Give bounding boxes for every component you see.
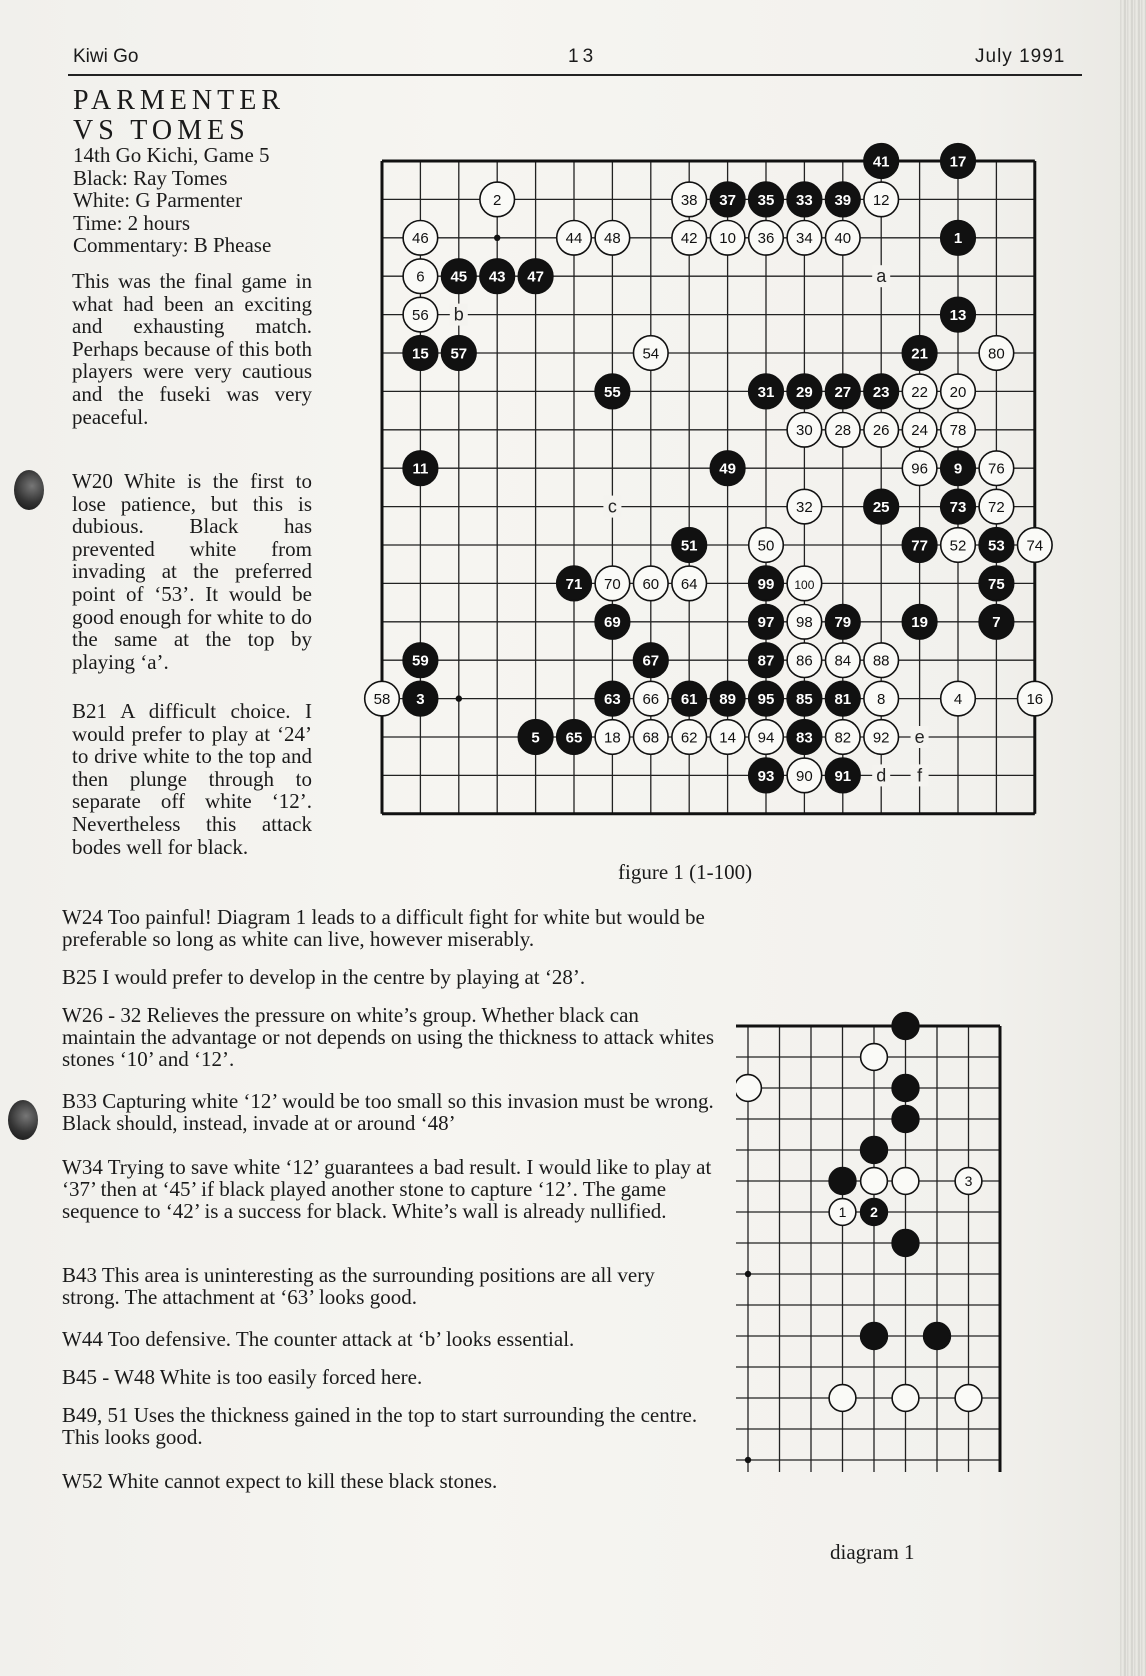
title-line-1: PARMENTER — [73, 85, 286, 116]
white-stone — [892, 1385, 919, 1412]
move-number: 90 — [796, 767, 813, 785]
comment-w34: W34 Trying to save white ‘12’ guarantees a bad result. I would like to play at ‘37’ then at ‘45’ if black played another stone to capture ‘12’. The game sequence to ‘42’ is a success for black. White’s wall is already nullified. — [62, 1155, 712, 1223]
comment-b49-51: B49, 51 Uses the thickness gained in the top to start surrounding the centre. This looks good. — [62, 1403, 698, 1449]
move-number: 25 — [872, 499, 890, 516]
comment-b25: B25 I would prefer to develop in the centre by playing at ‘28’. — [62, 965, 586, 989]
point-label-c: c — [607, 496, 617, 517]
black-stone — [892, 1075, 919, 1102]
move-number: 61 — [680, 691, 698, 708]
hoshi-point — [494, 235, 500, 241]
move-number: 2 — [493, 191, 502, 209]
move-number: 70 — [604, 575, 621, 593]
move-number: 69 — [604, 614, 621, 632]
point-label-d: d — [876, 765, 887, 786]
time-line: Time: 2 hours — [73, 210, 191, 235]
comment-b45-w48: B45 - W48 White is too easily forced here. — [62, 1365, 423, 1389]
header-publication: Kiwi Go — [73, 46, 139, 67]
move-number: 93 — [757, 767, 775, 785]
comment-b21: B21 A difficult choice. I would prefer to play at ‘24’ to drive white to the top and then plunge through to separate off white ‘12’. Nevertheless this attack bodes well for black. — [72, 699, 312, 859]
move-number: 14 — [719, 729, 736, 747]
move-number: 51 — [680, 537, 698, 555]
move-number: 58 — [373, 691, 391, 708]
move-number: 9 — [953, 460, 963, 478]
move-number: 10 — [719, 230, 736, 248]
move-number: 22 — [911, 383, 928, 401]
move-number: 89 — [719, 691, 736, 708]
move-number: 40 — [834, 230, 852, 248]
move-number: 3 — [964, 1173, 973, 1190]
diagram-1-go-board — [736, 996, 1038, 1496]
move-number: 18 — [604, 729, 621, 747]
move-number: 4 — [953, 691, 963, 708]
move-number: 91 — [834, 767, 852, 785]
move-number: 36 — [757, 230, 775, 248]
move-number: 68 — [642, 729, 660, 747]
move-number: 59 — [412, 652, 429, 670]
black-stone — [861, 1137, 888, 1164]
comment-b33: B33 Capturing white ‘12’ would be too small so this invasion must be wrong. Black should, instead, invade at or around ‘48’ — [62, 1089, 714, 1135]
move-number: 42 — [680, 230, 698, 248]
move-number: 49 — [719, 460, 736, 478]
black-stone — [892, 1106, 919, 1133]
move-number: 74 — [1026, 537, 1044, 555]
move-number: 87 — [757, 652, 775, 670]
move-number: 2 — [870, 1204, 878, 1221]
black-stone — [892, 1230, 919, 1257]
point-label-e: e — [914, 727, 925, 747]
comment-w52: W52 White cannot expect to kill these black stones. — [62, 1469, 498, 1493]
white-stone — [829, 1385, 856, 1412]
move-number: 13 — [949, 307, 967, 324]
move-number: 92 — [872, 729, 890, 747]
move-number: 6 — [416, 268, 425, 286]
figure-1-caption: figure 1 (1-100) — [618, 860, 753, 884]
move-number: 48 — [604, 230, 621, 248]
article-title — [73, 86, 285, 146]
move-number: 56 — [412, 307, 429, 324]
page-edge — [1120, 0, 1146, 1676]
move-number: 28 — [834, 422, 852, 440]
move-number: 27 — [834, 383, 852, 401]
move-number: 54 — [642, 345, 660, 363]
move-number: 88 — [872, 652, 890, 670]
move-number: 81 — [834, 691, 852, 708]
move-number: 72 — [988, 499, 1005, 516]
point-label-b: b — [453, 304, 464, 325]
move-number: 100 — [794, 577, 815, 592]
move-number: 34 — [796, 230, 813, 248]
move-number: 47 — [527, 268, 544, 286]
intro-paragraph: This was the final game in what had been an exciting and exhausting match. Perhaps because of this both players were very cautious and the fuseki was very peaceful. — [72, 269, 312, 429]
move-number: 41 — [872, 153, 890, 171]
move-number: 52 — [949, 537, 967, 555]
move-number: 99 — [757, 575, 775, 593]
point-label-f: f — [917, 765, 923, 786]
move-number: 55 — [604, 383, 621, 401]
white-stone — [892, 1168, 919, 1195]
white-player-line: White: G Parmenter — [73, 188, 243, 212]
move-number: 82 — [834, 729, 852, 747]
move-number: 46 — [412, 230, 429, 248]
move-number: 24 — [911, 422, 928, 440]
binder-hole-mark — [14, 470, 44, 510]
move-number: 84 — [834, 652, 852, 670]
black-stone — [892, 1013, 919, 1040]
hoshi-point — [745, 1457, 751, 1463]
move-number: 71 — [565, 575, 583, 593]
move-number: 60 — [642, 575, 660, 593]
move-number: 32 — [796, 499, 813, 516]
move-number: 30 — [796, 422, 813, 440]
comment-w44: W44 Too defensive. The counter attack at ‘b’ looks essential. — [62, 1327, 575, 1351]
move-number: 50 — [757, 537, 775, 555]
header-page-number: 13 — [568, 46, 598, 67]
move-number: 57 — [450, 345, 468, 363]
title-line-2: VS TOMES — [73, 115, 250, 146]
move-number: 20 — [949, 383, 967, 401]
move-number: 73 — [949, 499, 967, 516]
comment-w26-32: W26 - 32 Relieves the pressure on white’s group. Whether black can maintain the advantage or not depends on using the thickness to attack whites stones ‘10’ and ‘12’. — [62, 1003, 715, 1071]
move-number: 79 — [834, 614, 852, 632]
white-stone — [861, 1168, 888, 1195]
move-number: 64 — [680, 575, 698, 593]
move-number: 3 — [416, 691, 425, 708]
move-number: 39 — [834, 191, 852, 209]
binder-hole-mark — [8, 1100, 38, 1140]
move-number: 53 — [988, 537, 1005, 555]
move-number: 11 — [412, 460, 429, 478]
move-number: 43 — [488, 268, 506, 286]
black-player-line: Black: Ray Tomes — [73, 165, 228, 190]
move-number: 8 — [877, 691, 886, 708]
hoshi-point — [745, 1271, 751, 1277]
move-number: 80 — [988, 345, 1005, 363]
move-number: 98 — [796, 614, 813, 632]
move-number: 75 — [988, 575, 1005, 593]
commentary-line: Commentary: B Phease — [73, 233, 272, 257]
move-number: 17 — [949, 153, 967, 171]
figure-1-go-board — [340, 120, 1065, 820]
move-number: 33 — [796, 191, 813, 209]
move-number: 19 — [911, 614, 928, 632]
move-number: 94 — [757, 729, 775, 747]
move-number: 7 — [992, 614, 1001, 632]
move-number: 37 — [719, 191, 736, 209]
black-stone — [829, 1168, 856, 1195]
move-number: 66 — [642, 691, 660, 708]
point-label-a: a — [876, 266, 887, 287]
event-line: 14th Go Kichi, Game 5 — [73, 143, 270, 167]
move-number: 77 — [911, 537, 928, 555]
white-stone — [736, 1075, 761, 1102]
move-number: 86 — [796, 652, 813, 670]
move-number: 26 — [872, 422, 890, 440]
move-number: 29 — [796, 383, 813, 401]
move-number: 45 — [450, 268, 468, 286]
diagram-1-caption: diagram 1 — [830, 1540, 915, 1564]
comment-w20: W20 White is the first to lose patience, but this is dubious. Black has prevented white from invading at the preferred point of ‘53’. It would be good enough for white to do the same at the top by playing ‘a’. — [72, 469, 312, 674]
move-number: 5 — [531, 729, 540, 747]
black-stone — [924, 1323, 951, 1350]
move-number: 15 — [412, 345, 429, 363]
move-number: 1 — [838, 1204, 847, 1221]
move-number: 16 — [1026, 691, 1044, 708]
move-number: 23 — [872, 383, 890, 401]
move-number: 1 — [953, 230, 963, 248]
white-stone — [861, 1044, 888, 1071]
move-number: 76 — [988, 460, 1005, 478]
move-number: 67 — [642, 652, 660, 670]
move-number: 38 — [680, 191, 698, 209]
move-number: 96 — [911, 460, 928, 478]
move-number: 85 — [796, 691, 813, 708]
hoshi-point — [456, 695, 462, 701]
move-number: 97 — [757, 614, 775, 632]
comment-w24: W24 Too painful! Diagram 1 leads to a difficult fight for white but would be preferable so long as white can live, however miserably. — [62, 905, 705, 951]
game-info — [73, 144, 271, 257]
move-number: 78 — [949, 422, 967, 440]
move-number: 62 — [680, 729, 698, 747]
move-number: 83 — [796, 729, 813, 747]
header-rule — [68, 74, 1082, 76]
move-number: 63 — [604, 691, 621, 708]
move-number: 44 — [565, 230, 583, 248]
move-number: 35 — [757, 191, 775, 209]
move-number: 21 — [911, 345, 928, 363]
header-date: July 1991 — [975, 46, 1066, 67]
move-number: 12 — [872, 191, 890, 209]
comment-b43: B43 This area is uninteresting as the surrounding positions are all very strong. The attachment at ‘63’ looks good. — [62, 1263, 655, 1309]
move-number: 95 — [757, 691, 775, 708]
move-number: 65 — [565, 729, 583, 747]
move-number: 31 — [757, 383, 775, 401]
black-stone — [861, 1323, 888, 1350]
white-stone — [955, 1385, 982, 1412]
board-grid — [382, 161, 1035, 814]
